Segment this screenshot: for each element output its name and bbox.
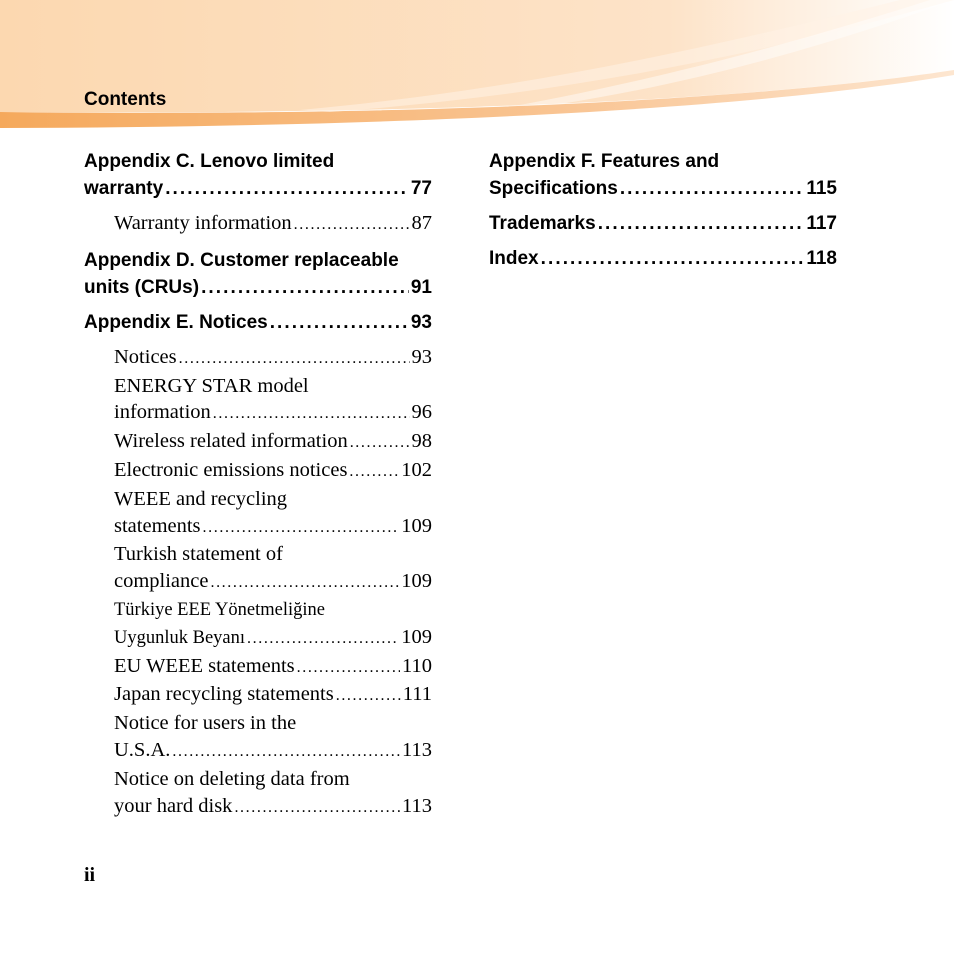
- toc-subentry-row: [84, 428, 432, 457]
- toc-page-number: 117: [806, 213, 837, 234]
- toc-page-number: 98: [411, 430, 432, 453]
- toc-entry-row: [84, 309, 432, 336]
- toc-page-number: 77: [410, 178, 432, 199]
- dot-leader: [336, 681, 401, 710]
- toc-subentry-title-line: WEEE and recycling: [114, 487, 288, 510]
- toc-entry-title: units (CRUs): [84, 276, 200, 298]
- toc-page-number: 110: [402, 654, 432, 677]
- toc-subentry-title: U.S.A.: [114, 738, 171, 761]
- toc-subentry-title-line: Turkish statement of: [114, 543, 283, 566]
- toc-subentry[interactable]: [84, 597, 432, 653]
- toc-subentry[interactable]: [84, 653, 432, 682]
- dot-leader: [541, 245, 805, 272]
- toc-entry-row: [489, 175, 837, 202]
- toc-subentry-title-line: Türkiye EEE Yönetmeliğine: [114, 599, 325, 620]
- toc-entry-row: [84, 175, 432, 202]
- dot-leader: [201, 274, 409, 301]
- dot-leader: [172, 737, 400, 766]
- toc-page-number: 102: [401, 458, 432, 481]
- toc-page-number: 96: [411, 401, 432, 424]
- dot-leader: [165, 175, 409, 202]
- page-header-title: Contents: [84, 89, 167, 110]
- toc-right-column: [489, 148, 837, 280]
- toc-entry[interactable]: [489, 245, 837, 272]
- toc-subentry-title-line: Notice for users in the: [114, 712, 297, 735]
- toc-subentry-title-line: ENERGY STAR model: [114, 374, 309, 397]
- toc-subentry-title: Japan recycling statements: [114, 683, 334, 706]
- toc-entry[interactable]: [489, 210, 837, 237]
- toc-page-number: 87: [411, 212, 432, 234]
- dot-leader: [620, 175, 805, 202]
- toc-subentry-title: information: [114, 401, 211, 424]
- toc-subentry-row: [84, 681, 432, 710]
- toc-subentry-title: compliance: [114, 570, 209, 593]
- toc-subentry[interactable]: [84, 681, 432, 710]
- toc-page-number: 91: [410, 276, 432, 298]
- toc-subentry[interactable]: [84, 541, 432, 597]
- toc-subentry-title-line: Notice on deleting data from: [114, 767, 350, 790]
- dot-leader: [213, 399, 410, 428]
- toc-subentry-row: [84, 653, 432, 682]
- toc-subentry[interactable]: [84, 373, 432, 429]
- toc-subentry-title: Uygunluk Beyanı: [114, 627, 246, 648]
- toc-page-number: 118: [806, 248, 837, 269]
- dot-leader: [294, 210, 410, 239]
- toc-subentry-row: [84, 399, 432, 428]
- toc-page-number: 109: [401, 625, 432, 648]
- toc-subentry-title: Warranty information: [114, 212, 292, 234]
- toc-entry[interactable]: [84, 148, 432, 202]
- dot-leader: [179, 344, 410, 373]
- toc-subentry-row: [84, 513, 432, 542]
- toc-entry[interactable]: [84, 247, 432, 301]
- toc-subentry-title: Notices: [114, 345, 177, 368]
- toc-entry-title: Index: [489, 248, 539, 269]
- toc-subentry[interactable]: [84, 457, 432, 486]
- toc-subentry-title: Wireless related information: [114, 430, 348, 453]
- dot-leader: [349, 457, 399, 486]
- toc-page-number: 113: [402, 794, 432, 817]
- toc-subentry-row: [84, 568, 432, 597]
- toc-entry-title: Appendix E. Notices: [84, 311, 268, 333]
- toc-subentry[interactable]: [84, 210, 432, 239]
- toc-left-column: [84, 148, 432, 821]
- toc-subentry-title: Electronic emissions notices: [114, 458, 348, 481]
- toc-page-number: 109: [401, 570, 432, 593]
- toc-entry-title-line: Appendix C. Lenovo limited: [84, 151, 335, 172]
- toc-entry[interactable]: [84, 309, 432, 336]
- dot-leader: [247, 625, 399, 653]
- dot-leader: [297, 653, 400, 682]
- toc-entry-title-line: Appendix D. Customer replaceable: [84, 249, 399, 271]
- toc-subentry-row: [84, 793, 432, 822]
- toc-page-number: 113: [402, 738, 432, 761]
- dot-leader: [270, 309, 409, 336]
- toc-entry-title: warranty: [84, 178, 164, 199]
- toc-page-number: 115: [806, 178, 837, 199]
- toc-entry-row: [84, 274, 432, 301]
- toc-page-number: 111: [402, 683, 432, 706]
- toc-page-number: 93: [411, 345, 432, 368]
- toc-subentry-title: EU WEEE statements: [114, 654, 295, 677]
- dot-leader: [350, 428, 410, 457]
- dot-leader: [203, 513, 400, 542]
- toc-page-number: 93: [410, 311, 432, 333]
- toc-subentry-row: [84, 457, 432, 486]
- dot-leader: [598, 210, 805, 237]
- dot-leader: [210, 568, 399, 597]
- toc-page-number: 109: [401, 514, 432, 537]
- toc-subentry-title: your hard disk: [114, 794, 233, 817]
- toc-entry-title: Trademarks: [489, 213, 596, 234]
- toc-entry[interactable]: [489, 148, 837, 202]
- toc-subentry-row: [84, 344, 432, 373]
- dot-leader: [234, 793, 400, 822]
- toc-entry-title: Specifications: [489, 178, 618, 199]
- toc-subentry[interactable]: [84, 344, 432, 373]
- toc-entry-row: [489, 245, 837, 272]
- toc-subentry[interactable]: [84, 710, 432, 766]
- toc-subentry[interactable]: [84, 486, 432, 542]
- page-number: ii: [84, 864, 96, 886]
- toc-subentry-row: [84, 737, 432, 766]
- toc-subentry-row: [84, 210, 432, 239]
- toc-subentry-row: [84, 624, 432, 653]
- toc-subentry[interactable]: [84, 428, 432, 457]
- toc-subentry-title: statements: [114, 514, 201, 537]
- toc-entry-row: [489, 210, 837, 237]
- toc-entry-title-line: Appendix F. Features and: [489, 151, 720, 172]
- toc-subentry[interactable]: [84, 766, 432, 822]
